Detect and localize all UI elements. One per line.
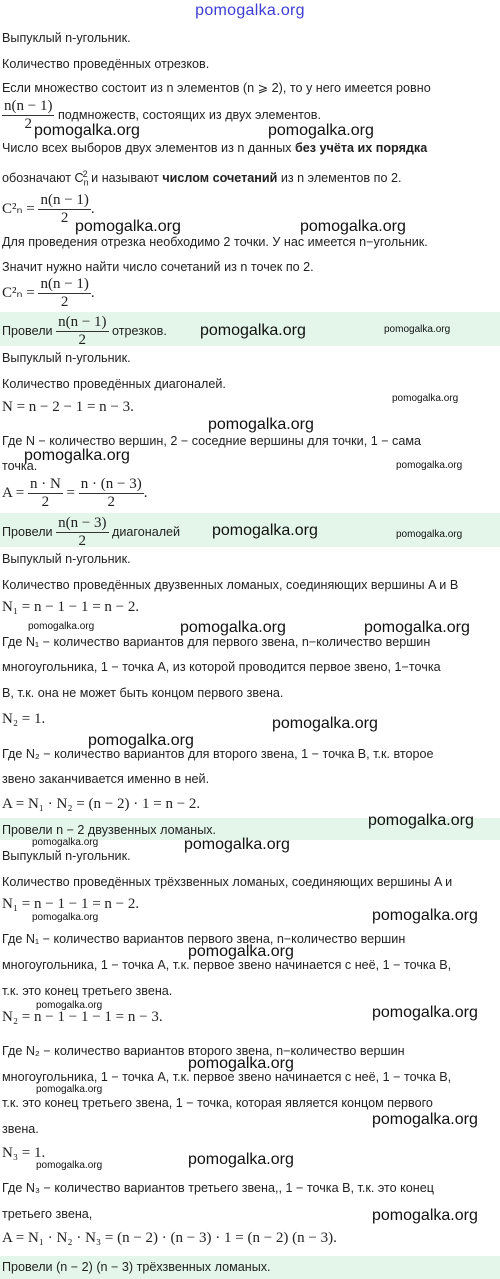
text-line: звено заканчивается именно в ней. bbox=[2, 772, 210, 786]
formula-lhs: C²ₙ = bbox=[2, 200, 35, 217]
text-line: Если множество состоит из n элементов (n ⩾ 2), то у него имеется ровно bbox=[2, 81, 431, 95]
watermark: pomogalka.org bbox=[300, 218, 406, 235]
fraction-numerator: n(n − 1) bbox=[4, 98, 53, 114]
fraction-numerator: n(n − 1) bbox=[40, 276, 89, 292]
text-line: звена. bbox=[2, 1122, 39, 1136]
watermark: pomogalka.org bbox=[212, 522, 318, 539]
text-line: Выпуклый n-угольник. bbox=[2, 552, 131, 566]
formula-dot: . bbox=[90, 200, 95, 217]
watermark: pomogalka.org bbox=[36, 1160, 103, 1171]
fraction bbox=[28, 476, 63, 511]
bold-run: числом сочетаний bbox=[162, 171, 278, 186]
fraction bbox=[38, 276, 90, 311]
watermark: pomogalka.org bbox=[368, 812, 474, 829]
fraction-numerator: n · N bbox=[29, 476, 61, 492]
text-line: третьего звена, bbox=[2, 1207, 93, 1221]
formula-line: N = n − 2 − 1 = n − 3. bbox=[2, 399, 134, 415]
watermark: pomogalka.org bbox=[392, 393, 459, 404]
text-line: Значит нужно найти число сочетаний из n точек по 2. bbox=[2, 260, 314, 274]
text-line: Количество проведённых трёхзвенных ломаных, соединяющих вершины A и bbox=[2, 875, 453, 889]
text-line: многоугольника, 1 − точка A, из которой проводится первое звено, 1−точка bbox=[2, 660, 441, 674]
watermark: pomogalka.org bbox=[184, 836, 290, 853]
text-line: Где N₂ − количество вариантов второго звена, n−количество вершин bbox=[2, 1044, 405, 1058]
text-line: Выпуклый n-угольник. bbox=[2, 849, 131, 863]
formula-line: N₁ = n − 1 − 1 = n − 2. bbox=[2, 896, 140, 912]
watermark: pomogalka.org bbox=[36, 1000, 103, 1011]
watermark: pomogalka.org bbox=[188, 1055, 294, 1072]
text-line: B, т.к. она не может быть концом первого звена. bbox=[2, 686, 284, 700]
text-line: Количество проведённых диагоналей. bbox=[2, 377, 226, 391]
text-run: и называют bbox=[87, 171, 163, 186]
fraction-numerator: n(n − 3) bbox=[58, 515, 107, 531]
formula-lhs: C²ₙ = bbox=[2, 284, 35, 301]
text-line: т.к. это конец третьего звена, 1 − точка, которая является концом первого bbox=[2, 1096, 433, 1110]
watermark: pomogalka.org bbox=[384, 324, 451, 335]
fraction bbox=[56, 314, 108, 349]
watermark: pomogalka.org bbox=[396, 460, 463, 471]
fraction-denominator: 2 bbox=[78, 533, 87, 549]
watermark: pomogalka.org bbox=[75, 218, 181, 235]
formula-dot: . bbox=[90, 284, 95, 301]
watermark: pomogalka.org bbox=[372, 1111, 478, 1128]
fraction-numerator: n(n − 1) bbox=[40, 192, 89, 208]
watermark: pomogalka.org bbox=[364, 619, 470, 636]
text-run: подмножеств, состоящих из двух элементов. bbox=[57, 107, 321, 122]
watermark: pomogalka.org bbox=[24, 447, 130, 464]
formula-line: N₁ = n − 1 − 1 = n − 2. bbox=[2, 599, 140, 615]
text-line: т.к. это конец третьего звена. bbox=[2, 984, 173, 998]
fraction bbox=[56, 515, 108, 550]
answer-text: Провели bbox=[2, 323, 53, 338]
answer-text: отрезков. bbox=[112, 323, 167, 338]
fraction-denominator: 2 bbox=[60, 210, 69, 226]
watermark: pomogalka.org bbox=[32, 837, 99, 848]
watermark: pomogalka.org bbox=[396, 529, 463, 540]
fraction-denominator: 2 bbox=[78, 332, 87, 348]
text-line: Количество проведённых отрезков. bbox=[2, 57, 210, 71]
text-run: из n элементов по 2. bbox=[277, 171, 402, 186]
answer-line: Провели n − 2 двузвенных ломаных. bbox=[2, 823, 217, 837]
formula-eq: = bbox=[66, 484, 76, 501]
formula-line: N₂ = n − 1 − 1 − 1 = n − 3. bbox=[2, 1009, 163, 1025]
text-line: Для проведения отрезка необходимо 2 точки. У нас имеется n−угольник. bbox=[2, 235, 428, 249]
watermark: pomogalka.org bbox=[272, 715, 378, 732]
formula-line: A = N₁ · N₂ = (n − 2) · 1 = n − 2. bbox=[2, 796, 201, 812]
fraction-numerator: n(n − 1) bbox=[58, 314, 107, 330]
answer-line: Провели (n − 2) (n − 3) трёхзвенных ломаных. bbox=[2, 1260, 271, 1274]
text-line: Где N₁ − количество вариантов первого звена, n−количество вершин bbox=[2, 932, 406, 946]
formula-line bbox=[2, 276, 95, 311]
formula-line: N₃ = 1. bbox=[2, 1145, 46, 1161]
text-line: точка. bbox=[2, 459, 38, 473]
formula-lhs: A = bbox=[2, 484, 25, 501]
text-line bbox=[2, 140, 427, 156]
formula-line: N₂ = 1. bbox=[2, 711, 46, 727]
text-run: Число всех выборов двух элементов из n данных bbox=[2, 141, 295, 155]
fraction-denominator: 2 bbox=[107, 494, 115, 510]
text-line: многоугольника, 1 − точка A, т.к. первое звено начинается с неё, 1 − точка B, bbox=[2, 1070, 452, 1084]
watermark: pomogalka.org bbox=[188, 943, 294, 960]
site-header: pomogalka.org bbox=[195, 2, 305, 19]
text-line: Где N₃ − количество вариантов третьего звена,, 1 − точка B, т.к. это конец bbox=[2, 1181, 434, 1195]
watermark: pomogalka.org bbox=[200, 322, 306, 339]
watermark: pomogalka.org bbox=[372, 1207, 478, 1224]
text-run: обозначают C bbox=[2, 171, 84, 186]
text-line: многоугольника, 1 − точка A, т.к. первое звено начинается с неё, 1 − точка B, bbox=[2, 958, 452, 972]
formula-line bbox=[2, 476, 147, 511]
text-line: Где N₂ − количество вариантов для второго звена, 1 − точка B, т.к. второе bbox=[2, 747, 434, 761]
watermark: pomogalka.org bbox=[372, 1004, 478, 1021]
fraction-denominator: 2 bbox=[24, 116, 32, 132]
text-line: Где N₁ − количество вариантов для первого звена, n−количество вершин bbox=[2, 635, 431, 649]
watermark: pomogalka.org bbox=[208, 416, 314, 433]
text-line: Количество проведённых двузвенных ломаных, соединяющих вершины A и B bbox=[2, 578, 459, 592]
formula-line: A = N₁ · N₂ · N₃ = (n − 2) · (n − 3) · 1 = (n − 2) (n − 3). bbox=[2, 1230, 337, 1246]
watermark: pomogalka.org bbox=[32, 912, 99, 923]
fraction-denominator: 2 bbox=[60, 294, 69, 310]
watermark: pomogalka.org bbox=[180, 619, 286, 636]
watermark: pomogalka.org bbox=[34, 122, 140, 139]
fraction-numerator: n · (n − 3) bbox=[80, 476, 142, 492]
answer-text: диагоналей bbox=[112, 524, 181, 539]
text-line: обозначают $C_n^2$ и называют числом сочетаний из n элементов по 2. bbox=[2, 169, 402, 188]
text-line: Выпуклый n-угольник. bbox=[2, 31, 131, 45]
formula-dot: . bbox=[143, 484, 148, 501]
answer-text: Провели bbox=[2, 524, 53, 539]
watermark: pomogalka.org bbox=[372, 907, 478, 924]
watermark: pomogalka.org bbox=[28, 621, 95, 632]
text-line: Где N − количество вершин, 2 − соседние вершины для точки, 1 − сама bbox=[2, 434, 422, 448]
answer-line bbox=[2, 515, 180, 550]
fraction bbox=[79, 476, 144, 511]
bold-run: без учёта их порядка bbox=[294, 141, 428, 155]
watermark: pomogalka.org bbox=[188, 1151, 294, 1168]
watermark: pomogalka.org bbox=[36, 1084, 103, 1095]
answer-line bbox=[2, 314, 167, 349]
fraction-denominator: 2 bbox=[41, 494, 50, 510]
text-line: Выпуклый n-угольник. bbox=[2, 351, 131, 365]
watermark: pomogalka.org bbox=[268, 122, 374, 139]
watermark: pomogalka.org bbox=[88, 732, 194, 749]
